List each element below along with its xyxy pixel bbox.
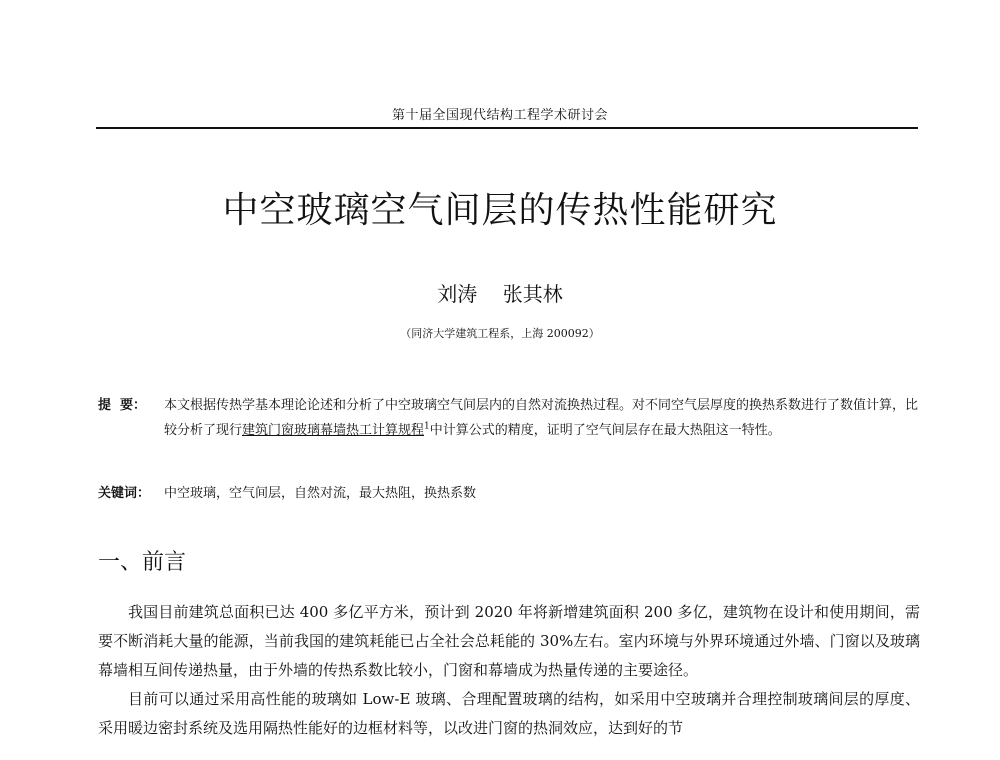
paper-authors: 刘涛 张其林 [437, 282, 563, 306]
section-body [98, 598, 920, 743]
cited-standard-title: 建筑门窗玻璃幕墙热工计算规程 [242, 423, 425, 438]
author-affiliation: （同济大学建筑工程系，上海 200092） [400, 327, 600, 340]
abstract-text-part-2: 中计算公式的精度，证明了空气间层存在最大热阻这一特性。 [429, 423, 781, 438]
keywords-label: 关键词： [98, 486, 151, 501]
body-paragraph: 我国目前建筑总面积已达 400 多亿平方米，预计到 2020 年将新增建筑面积 200 多亿，建筑物在设计和使用期间，需要不断消耗大量的能源，当前我国的建筑耗能已占全社会总耗能的 30%左右。室内环境与外界环境通过外墙、门窗以及玻璃幕墙相互间传递热量，由于外墙的传热系数比较小，门窗和幕墙成为热量传递的主要途径。 [98, 603, 920, 679]
abstract-body [164, 393, 918, 443]
running-header: 第十届全国现代结构工程学术研讨会 [391, 108, 608, 123]
abstract-label: 提 要： [98, 398, 147, 413]
body-paragraph: 目前可以通过采用高性能的玻璃如 Low-E 玻璃、合理配置玻璃的结构，如采用中空玻璃并合理控制玻璃间层的厚度、采用暖边密封系统及选用隔热性能好的边框材料等，以改进门窗的热洞效应，达到好的节 [98, 690, 920, 737]
header-rule [96, 127, 918, 129]
abstract-text-part-1: 本文根据传热学基本理论论述和分析了中空玻璃空气间层内的自然对流换热过程。对不同空气层厚度的换热系数进行了数值计算，比较分析了现行 [164, 398, 919, 438]
paper-title: 中空玻璃空气间层的传热性能研究 [222, 190, 778, 231]
keywords-list: 中空玻璃，空气间层，自然对流，最大热阻，换热系数 [164, 486, 477, 501]
citation-mark: 1 [424, 421, 430, 432]
keywords-block [98, 482, 918, 501]
section-heading-introduction: 一、前言 [98, 550, 187, 575]
abstract-block [98, 393, 918, 443]
